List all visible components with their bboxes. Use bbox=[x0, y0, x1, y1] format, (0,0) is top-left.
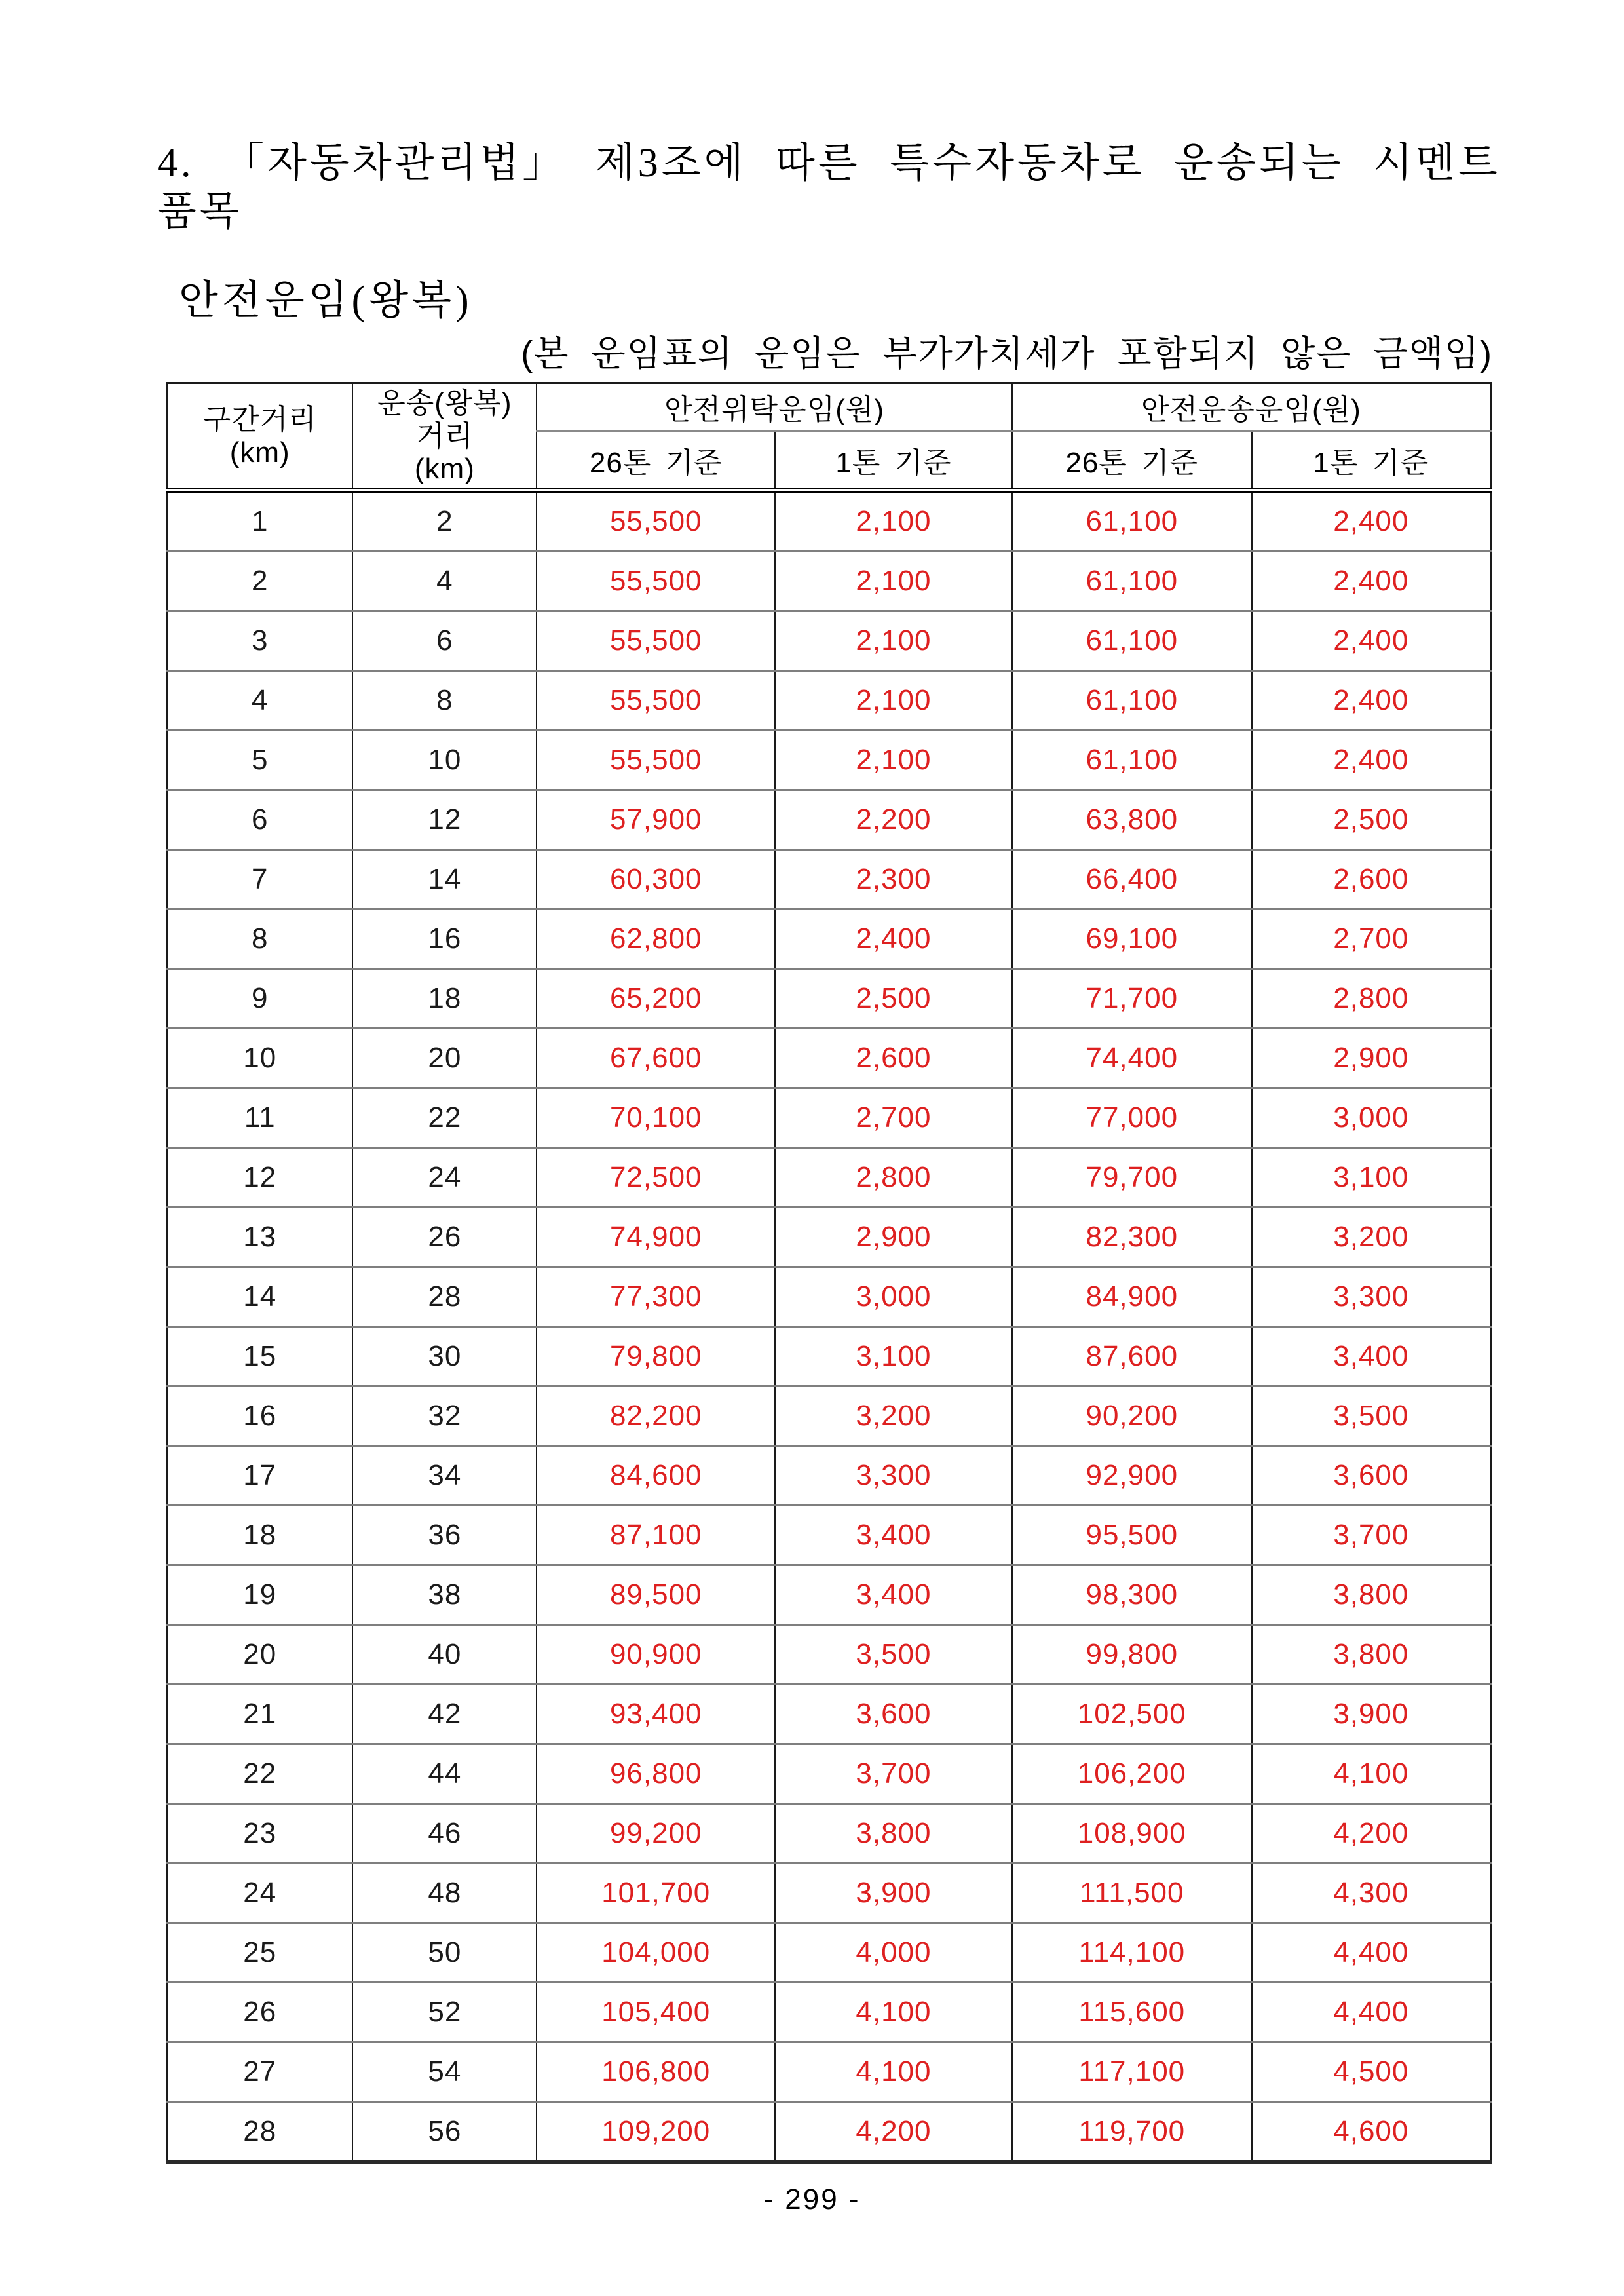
cell-transport-distance: 34 bbox=[352, 1446, 537, 1506]
fare-table-row bbox=[167, 611, 1491, 671]
fare-table-row bbox=[167, 1208, 1491, 1267]
cell-trucking-fare-1ton: 4,200 bbox=[1252, 1804, 1491, 1864]
cell-trucking-fare-26ton: 102,500 bbox=[1012, 1685, 1252, 1744]
cell-section-distance: 9 bbox=[167, 969, 353, 1029]
cell-consign-fare-26ton: 93,400 bbox=[537, 1685, 775, 1744]
cell-trucking-fare-26ton: 61,100 bbox=[1012, 611, 1252, 671]
cell-section-distance: 21 bbox=[167, 1685, 353, 1744]
page-number: - 299 - bbox=[763, 2183, 861, 2215]
cell-consign-fare-1ton: 3,200 bbox=[775, 1387, 1012, 1446]
cell-trucking-fare-1ton: 3,100 bbox=[1252, 1148, 1491, 1208]
cell-consign-fare-1ton: 3,600 bbox=[775, 1685, 1012, 1744]
cell-consign-fare-1ton: 2,400 bbox=[775, 909, 1012, 969]
cell-consign-fare-26ton: 74,900 bbox=[537, 1208, 775, 1267]
cell-consign-fare-1ton: 2,100 bbox=[775, 552, 1012, 611]
cell-consign-fare-1ton: 3,800 bbox=[775, 1804, 1012, 1864]
fare-table-row bbox=[167, 1029, 1491, 1088]
cell-trucking-fare-26ton: 106,200 bbox=[1012, 1744, 1252, 1804]
header-trucking-fare-group: 안전운송운임(원) bbox=[1012, 383, 1491, 431]
cell-trucking-fare-1ton: 2,400 bbox=[1252, 731, 1491, 790]
cell-trucking-fare-1ton: 4,100 bbox=[1252, 1744, 1491, 1804]
cell-trucking-fare-26ton: 111,500 bbox=[1012, 1864, 1252, 1923]
cell-consign-fare-26ton: 70,100 bbox=[537, 1088, 775, 1148]
cell-transport-distance: 52 bbox=[352, 1983, 537, 2042]
cell-trucking-fare-26ton: 61,100 bbox=[1012, 552, 1252, 611]
cell-section-distance: 12 bbox=[167, 1148, 353, 1208]
cell-consign-fare-26ton: 67,600 bbox=[537, 1029, 775, 1088]
cell-consign-fare-26ton: 55,500 bbox=[537, 552, 775, 611]
cell-transport-distance: 26 bbox=[352, 1208, 537, 1267]
cell-trucking-fare-1ton: 3,300 bbox=[1252, 1267, 1491, 1327]
header-transport-distance-unit: (km) bbox=[414, 452, 475, 485]
cell-section-distance: 6 bbox=[167, 790, 353, 850]
header-consign-26ton: 26톤 기준 bbox=[537, 431, 775, 491]
cell-consign-fare-26ton: 96,800 bbox=[537, 1744, 775, 1804]
fare-table-row bbox=[167, 1983, 1491, 2042]
fare-table-row bbox=[167, 850, 1491, 909]
cell-trucking-fare-1ton: 3,800 bbox=[1252, 1625, 1491, 1685]
section-title bbox=[157, 139, 1520, 325]
cell-trucking-fare-1ton: 3,600 bbox=[1252, 1446, 1491, 1506]
header-consign-1ton: 1톤 기준 bbox=[775, 431, 1012, 491]
cell-trucking-fare-26ton: 92,900 bbox=[1012, 1446, 1252, 1506]
cell-consign-fare-1ton: 2,100 bbox=[775, 731, 1012, 790]
fare-table-header bbox=[167, 383, 1491, 491]
cell-section-distance: 25 bbox=[167, 1923, 353, 1983]
cell-trucking-fare-1ton: 3,200 bbox=[1252, 1208, 1491, 1267]
cell-trucking-fare-26ton: 84,900 bbox=[1012, 1267, 1252, 1327]
cell-transport-distance: 12 bbox=[352, 790, 537, 850]
cell-consign-fare-1ton: 3,400 bbox=[775, 1565, 1012, 1625]
cell-section-distance: 17 bbox=[167, 1446, 353, 1506]
header-section-distance bbox=[167, 383, 353, 491]
cell-consign-fare-1ton: 2,500 bbox=[775, 969, 1012, 1029]
cell-transport-distance: 28 bbox=[352, 1267, 537, 1327]
cell-consign-fare-1ton: 3,500 bbox=[775, 1625, 1012, 1685]
cell-trucking-fare-26ton: 71,700 bbox=[1012, 969, 1252, 1029]
cell-consign-fare-26ton: 104,000 bbox=[537, 1923, 775, 1983]
cell-section-distance: 8 bbox=[167, 909, 353, 969]
cell-transport-distance: 14 bbox=[352, 850, 537, 909]
cell-trucking-fare-26ton: 82,300 bbox=[1012, 1208, 1252, 1267]
cell-trucking-fare-1ton: 2,900 bbox=[1252, 1029, 1491, 1088]
cell-consign-fare-26ton: 55,500 bbox=[537, 491, 775, 552]
cell-consign-fare-1ton: 2,200 bbox=[775, 790, 1012, 850]
cell-trucking-fare-26ton: 74,400 bbox=[1012, 1029, 1252, 1088]
cell-consign-fare-1ton: 3,000 bbox=[775, 1267, 1012, 1327]
cell-consign-fare-1ton: 4,100 bbox=[775, 1983, 1012, 2042]
header-trucking-26ton: 26톤 기준 bbox=[1012, 431, 1252, 491]
cell-consign-fare-1ton: 3,900 bbox=[775, 1864, 1012, 1923]
cell-section-distance: 1 bbox=[167, 491, 353, 552]
fare-table-row bbox=[167, 1148, 1491, 1208]
cell-section-distance: 16 bbox=[167, 1387, 353, 1446]
cell-trucking-fare-26ton: 66,400 bbox=[1012, 850, 1252, 909]
fare-table-row bbox=[167, 552, 1491, 611]
header-transport-distance bbox=[352, 383, 537, 491]
cell-section-distance: 22 bbox=[167, 1744, 353, 1804]
fare-table-row bbox=[167, 1506, 1491, 1565]
cell-trucking-fare-26ton: 115,600 bbox=[1012, 1983, 1252, 2042]
cell-transport-distance: 36 bbox=[352, 1506, 537, 1565]
cell-consign-fare-1ton: 4,200 bbox=[775, 2102, 1012, 2162]
cell-consign-fare-1ton: 2,800 bbox=[775, 1148, 1012, 1208]
cell-transport-distance: 38 bbox=[352, 1565, 537, 1625]
cell-consign-fare-1ton: 4,000 bbox=[775, 1923, 1012, 1983]
cell-consign-fare-26ton: 99,200 bbox=[537, 1804, 775, 1864]
fare-table-row bbox=[167, 1327, 1491, 1387]
cell-trucking-fare-1ton: 4,500 bbox=[1252, 2042, 1491, 2102]
cell-trucking-fare-26ton: 95,500 bbox=[1012, 1506, 1252, 1565]
cell-transport-distance: 6 bbox=[352, 611, 537, 671]
safe-fare-table bbox=[166, 382, 1492, 2164]
cell-trucking-fare-1ton: 3,800 bbox=[1252, 1565, 1491, 1625]
cell-trucking-fare-26ton: 119,700 bbox=[1012, 2102, 1252, 2162]
cell-transport-distance: 16 bbox=[352, 909, 537, 969]
cell-consign-fare-1ton: 2,600 bbox=[775, 1029, 1012, 1088]
cell-trucking-fare-1ton: 2,400 bbox=[1252, 552, 1491, 611]
cell-section-distance: 26 bbox=[167, 1983, 353, 2042]
cell-section-distance: 5 bbox=[167, 731, 353, 790]
cell-trucking-fare-1ton: 4,300 bbox=[1252, 1864, 1491, 1923]
cell-trucking-fare-26ton: 117,100 bbox=[1012, 2042, 1252, 2102]
cell-consign-fare-26ton: 106,800 bbox=[537, 2042, 775, 2102]
cell-transport-distance: 18 bbox=[352, 969, 537, 1029]
cell-trucking-fare-1ton: 3,500 bbox=[1252, 1387, 1491, 1446]
cell-trucking-fare-26ton: 63,800 bbox=[1012, 790, 1252, 850]
cell-transport-distance: 30 bbox=[352, 1327, 537, 1387]
fare-table-row bbox=[167, 1804, 1491, 1864]
cell-consign-fare-26ton: 72,500 bbox=[537, 1148, 775, 1208]
cell-transport-distance: 48 bbox=[352, 1864, 537, 1923]
cell-transport-distance: 54 bbox=[352, 2042, 537, 2102]
header-transport-distance-label: 운송(왕복) bbox=[377, 387, 512, 419]
fare-table-row bbox=[167, 2042, 1491, 2102]
fare-table-body bbox=[167, 491, 1491, 2162]
cell-transport-distance: 50 bbox=[352, 1923, 537, 1983]
fare-table-row bbox=[167, 1088, 1491, 1148]
cell-transport-distance: 2 bbox=[352, 491, 537, 552]
fare-table-row bbox=[167, 1446, 1491, 1506]
fare-table-row bbox=[167, 1923, 1491, 1983]
cell-consign-fare-26ton: 55,500 bbox=[537, 611, 775, 671]
cell-trucking-fare-26ton: 114,100 bbox=[1012, 1923, 1252, 1983]
cell-consign-fare-26ton: 79,800 bbox=[537, 1327, 775, 1387]
cell-section-distance: 20 bbox=[167, 1625, 353, 1685]
cell-trucking-fare-1ton: 3,700 bbox=[1252, 1506, 1491, 1565]
section-title-line1: 4. 「자동차관리법」 제3조에 따른 특수자동차로 운송되는 시멘트 품목 bbox=[157, 141, 1501, 234]
cell-transport-distance: 44 bbox=[352, 1744, 537, 1804]
cell-transport-distance: 20 bbox=[352, 1029, 537, 1088]
header-group-row bbox=[167, 383, 1491, 431]
cell-section-distance: 24 bbox=[167, 1864, 353, 1923]
cell-transport-distance: 4 bbox=[352, 552, 537, 611]
cell-trucking-fare-26ton: 61,100 bbox=[1012, 731, 1252, 790]
cell-trucking-fare-1ton: 2,400 bbox=[1252, 611, 1491, 671]
fare-table-row bbox=[167, 909, 1491, 969]
cell-consign-fare-26ton: 82,200 bbox=[537, 1387, 775, 1446]
cell-trucking-fare-26ton: 77,000 bbox=[1012, 1088, 1252, 1148]
cell-trucking-fare-1ton: 2,600 bbox=[1252, 850, 1491, 909]
cell-consign-fare-1ton: 2,300 bbox=[775, 850, 1012, 909]
fare-table-row bbox=[167, 2102, 1491, 2162]
cell-section-distance: 3 bbox=[167, 611, 353, 671]
cell-trucking-fare-26ton: 87,600 bbox=[1012, 1327, 1252, 1387]
cell-trucking-fare-1ton: 2,700 bbox=[1252, 909, 1491, 969]
header-section-distance-unit: (km) bbox=[229, 436, 290, 469]
cell-trucking-fare-1ton: 2,400 bbox=[1252, 671, 1491, 731]
cell-transport-distance: 40 bbox=[352, 1625, 537, 1685]
cell-section-distance: 27 bbox=[167, 2042, 353, 2102]
cell-consign-fare-1ton: 2,700 bbox=[775, 1088, 1012, 1148]
fare-table-row bbox=[167, 1744, 1491, 1804]
cell-trucking-fare-26ton: 69,100 bbox=[1012, 909, 1252, 969]
header-transport-distance-label2: 거리 bbox=[416, 419, 474, 452]
cell-section-distance: 23 bbox=[167, 1804, 353, 1864]
cell-section-distance: 28 bbox=[167, 2102, 353, 2162]
fare-table-row bbox=[167, 491, 1491, 552]
cell-consign-fare-1ton: 2,100 bbox=[775, 671, 1012, 731]
cell-section-distance: 19 bbox=[167, 1565, 353, 1625]
cell-trucking-fare-26ton: 61,100 bbox=[1012, 491, 1252, 552]
cell-trucking-fare-26ton: 61,100 bbox=[1012, 671, 1252, 731]
cell-consign-fare-1ton: 2,100 bbox=[775, 611, 1012, 671]
cell-trucking-fare-26ton: 90,200 bbox=[1012, 1387, 1252, 1446]
cell-trucking-fare-26ton: 98,300 bbox=[1012, 1565, 1252, 1625]
cell-section-distance: 10 bbox=[167, 1029, 353, 1088]
cell-consign-fare-1ton: 2,100 bbox=[775, 491, 1012, 552]
cell-consign-fare-1ton: 3,700 bbox=[775, 1744, 1012, 1804]
fare-table-row bbox=[167, 1864, 1491, 1923]
cell-section-distance: 13 bbox=[167, 1208, 353, 1267]
cell-trucking-fare-26ton: 108,900 bbox=[1012, 1804, 1252, 1864]
cell-trucking-fare-1ton: 3,900 bbox=[1252, 1685, 1491, 1744]
cell-consign-fare-26ton: 90,900 bbox=[537, 1625, 775, 1685]
header-consignment-fare-group: 안전위탁운임(원) bbox=[537, 383, 1012, 431]
cell-section-distance: 7 bbox=[167, 850, 353, 909]
fare-table-row bbox=[167, 1625, 1491, 1685]
cell-trucking-fare-1ton: 3,000 bbox=[1252, 1088, 1491, 1148]
cell-consign-fare-26ton: 105,400 bbox=[537, 1983, 775, 2042]
cell-trucking-fare-1ton: 3,400 bbox=[1252, 1327, 1491, 1387]
cell-transport-distance: 10 bbox=[352, 731, 537, 790]
cell-section-distance: 4 bbox=[167, 671, 353, 731]
fare-table-row bbox=[167, 1685, 1491, 1744]
cell-section-distance: 15 bbox=[167, 1327, 353, 1387]
cell-consign-fare-26ton: 65,200 bbox=[537, 969, 775, 1029]
cell-transport-distance: 8 bbox=[352, 671, 537, 731]
cell-consign-fare-26ton: 109,200 bbox=[537, 2102, 775, 2162]
cell-consign-fare-1ton: 3,300 bbox=[775, 1446, 1012, 1506]
header-trucking-1ton: 1톤 기준 bbox=[1252, 431, 1491, 491]
fare-table-row bbox=[167, 790, 1491, 850]
cell-section-distance: 18 bbox=[167, 1506, 353, 1565]
cell-section-distance: 2 bbox=[167, 552, 353, 611]
cell-trucking-fare-1ton: 4,400 bbox=[1252, 1983, 1491, 2042]
cell-consign-fare-26ton: 57,900 bbox=[537, 790, 775, 850]
cell-trucking-fare-1ton: 4,600 bbox=[1252, 2102, 1491, 2162]
cell-transport-distance: 32 bbox=[352, 1387, 537, 1446]
fare-table-row bbox=[167, 731, 1491, 790]
cell-consign-fare-26ton: 62,800 bbox=[537, 909, 775, 969]
cell-trucking-fare-1ton: 2,400 bbox=[1252, 491, 1491, 552]
cell-consign-fare-26ton: 55,500 bbox=[537, 731, 775, 790]
cell-consign-fare-1ton: 3,400 bbox=[775, 1506, 1012, 1565]
cell-consign-fare-26ton: 89,500 bbox=[537, 1565, 775, 1625]
fare-table-row bbox=[167, 1267, 1491, 1327]
cell-section-distance: 11 bbox=[167, 1088, 353, 1148]
cell-consign-fare-1ton: 4,100 bbox=[775, 2042, 1012, 2102]
cell-consign-fare-26ton: 60,300 bbox=[537, 850, 775, 909]
fare-table-row bbox=[167, 969, 1491, 1029]
section-title-line2: 안전운임(왕복) bbox=[179, 278, 473, 323]
cell-consign-fare-1ton: 2,900 bbox=[775, 1208, 1012, 1267]
cell-consign-fare-26ton: 101,700 bbox=[537, 1864, 775, 1923]
cell-consign-fare-26ton: 87,100 bbox=[537, 1506, 775, 1565]
cell-consign-fare-1ton: 3,100 bbox=[775, 1327, 1012, 1387]
cell-transport-distance: 42 bbox=[352, 1685, 537, 1744]
fare-table-row bbox=[167, 1387, 1491, 1446]
cell-consign-fare-26ton: 77,300 bbox=[537, 1267, 775, 1327]
cell-trucking-fare-26ton: 79,700 bbox=[1012, 1148, 1252, 1208]
cell-transport-distance: 56 bbox=[352, 2102, 537, 2162]
cell-transport-distance: 22 bbox=[352, 1088, 537, 1148]
fare-table-row bbox=[167, 671, 1491, 731]
vat-exclusion-note: (본 운임표의 운임은 부가가치세가 포함되지 않은 금액임) bbox=[521, 334, 1493, 373]
cell-section-distance: 14 bbox=[167, 1267, 353, 1327]
fare-table-row bbox=[167, 1565, 1491, 1625]
cell-consign-fare-26ton: 84,600 bbox=[537, 1446, 775, 1506]
header-section-distance-label: 구간거리 bbox=[202, 403, 317, 436]
cell-consign-fare-26ton: 55,500 bbox=[537, 671, 775, 731]
cell-transport-distance: 46 bbox=[352, 1804, 537, 1864]
cell-transport-distance: 24 bbox=[352, 1148, 537, 1208]
cell-trucking-fare-26ton: 99,800 bbox=[1012, 1625, 1252, 1685]
cell-trucking-fare-1ton: 4,400 bbox=[1252, 1923, 1491, 1983]
cell-trucking-fare-1ton: 2,800 bbox=[1252, 969, 1491, 1029]
cell-trucking-fare-1ton: 2,500 bbox=[1252, 790, 1491, 850]
